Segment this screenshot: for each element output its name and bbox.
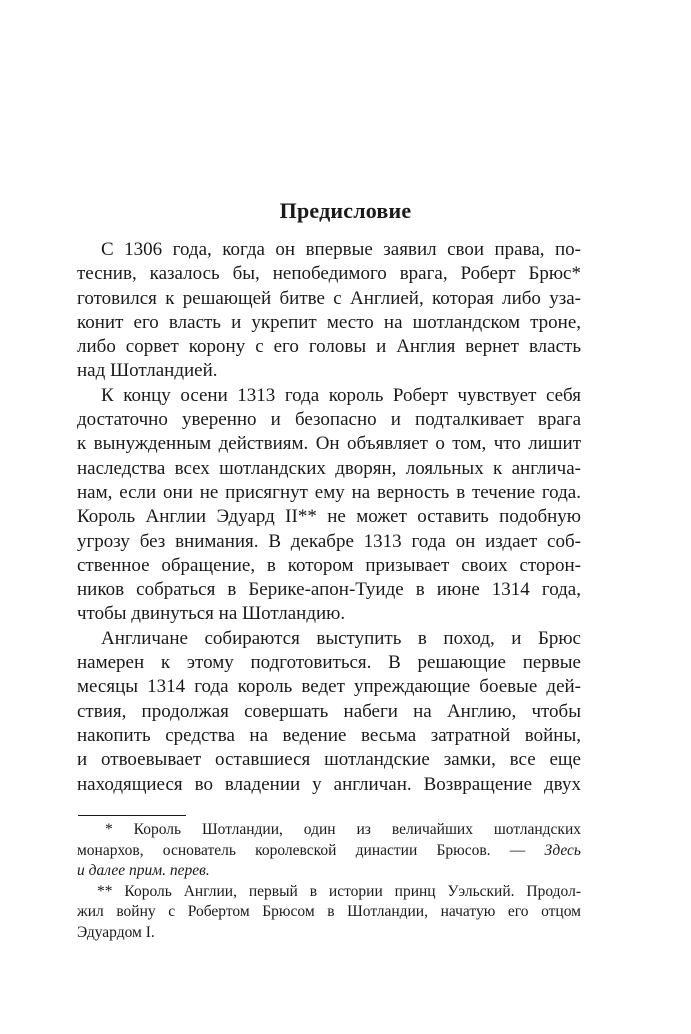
text-line: месяцы 1314 года король ведет упреждающие боевые дей-: [77, 676, 581, 698]
text-line: намерен к этому подготовиться. В решающие первые: [77, 652, 581, 674]
footnote-line: [77, 841, 581, 862]
text-line: нам, если они не присягнут ему на верность в течение года.: [77, 481, 581, 503]
text-line: готовился к решающей битве с Англией, которая либо уза-: [77, 287, 581, 309]
text-line: накопить средства на ведение весьма затратной войны,: [77, 724, 581, 746]
page-title: Предисловие: [279, 198, 412, 223]
text-line: к вынужденным действиям. Он объявляет о том, что лишит: [77, 433, 581, 455]
text-line: конит его власть и укрепит место на шотландском троне,: [77, 311, 581, 333]
text-line: теснив, казалось бы, непобедимого врага, Роберт Брюс*: [77, 263, 581, 285]
text-line: чтобы двинуться на Шотландию.: [77, 603, 346, 625]
footnote-line: * Король Шотландии, один из величайших шотландских: [105, 821, 581, 838]
text-line: ственное обращение, в котором призывает своих сторон-: [77, 554, 581, 576]
footnote-italic: Здесь: [544, 841, 581, 859]
text-line: достаточно уверенно и безопасно и подталкивает врага: [77, 409, 581, 431]
footnotes: [77, 820, 581, 944]
footnote-line: и далее прим. перев.: [77, 862, 210, 880]
footnote-line: ** Король Англии, первый в истории принц Уэльский. Продол-: [97, 882, 581, 900]
text-line: либо сорвет корону с его головы и Англия вернет власть: [77, 336, 581, 358]
text-line: С 1306 года, когда он впервые заявил свои права, по-: [101, 239, 581, 260]
text-line: Король Англии Эдуард II** не может оставить подобную: [77, 506, 581, 528]
text-line: ствия, продолжая совершать набеги на Англию, чтобы: [77, 700, 581, 722]
text-line: и отвоевывает оставшиеся шотландские замки, все еще: [77, 749, 581, 771]
main-text: [77, 238, 581, 797]
text-line: Англичане собираются выступить в поход, и Брюс: [101, 627, 581, 649]
text-line: находящиеся во владении у англичан. Возвращение двух: [77, 773, 581, 795]
footnote-line: жил войну с Робертом Брюсом в Шотландии, начатую его отцом: [77, 903, 581, 921]
text-line: наследства всех шотландских дворян, лояльных к англича-: [77, 457, 581, 479]
footnote-line: Эдуардом I.: [77, 923, 155, 941]
text-line: угрозу без внимания. В декабре 1313 года он издает соб-: [77, 530, 581, 552]
footnote-divider: [78, 815, 186, 816]
text-line: ников собраться в Берике-апон-Туиде в июне 1314 года,: [77, 579, 581, 601]
footnote-text: монархов, основатель королевской династии Брюсов. —: [77, 841, 526, 859]
text-line: над Шотландией.: [77, 360, 218, 382]
text-line: К концу осени 1313 года король Роберт чувствует себя: [101, 384, 581, 406]
